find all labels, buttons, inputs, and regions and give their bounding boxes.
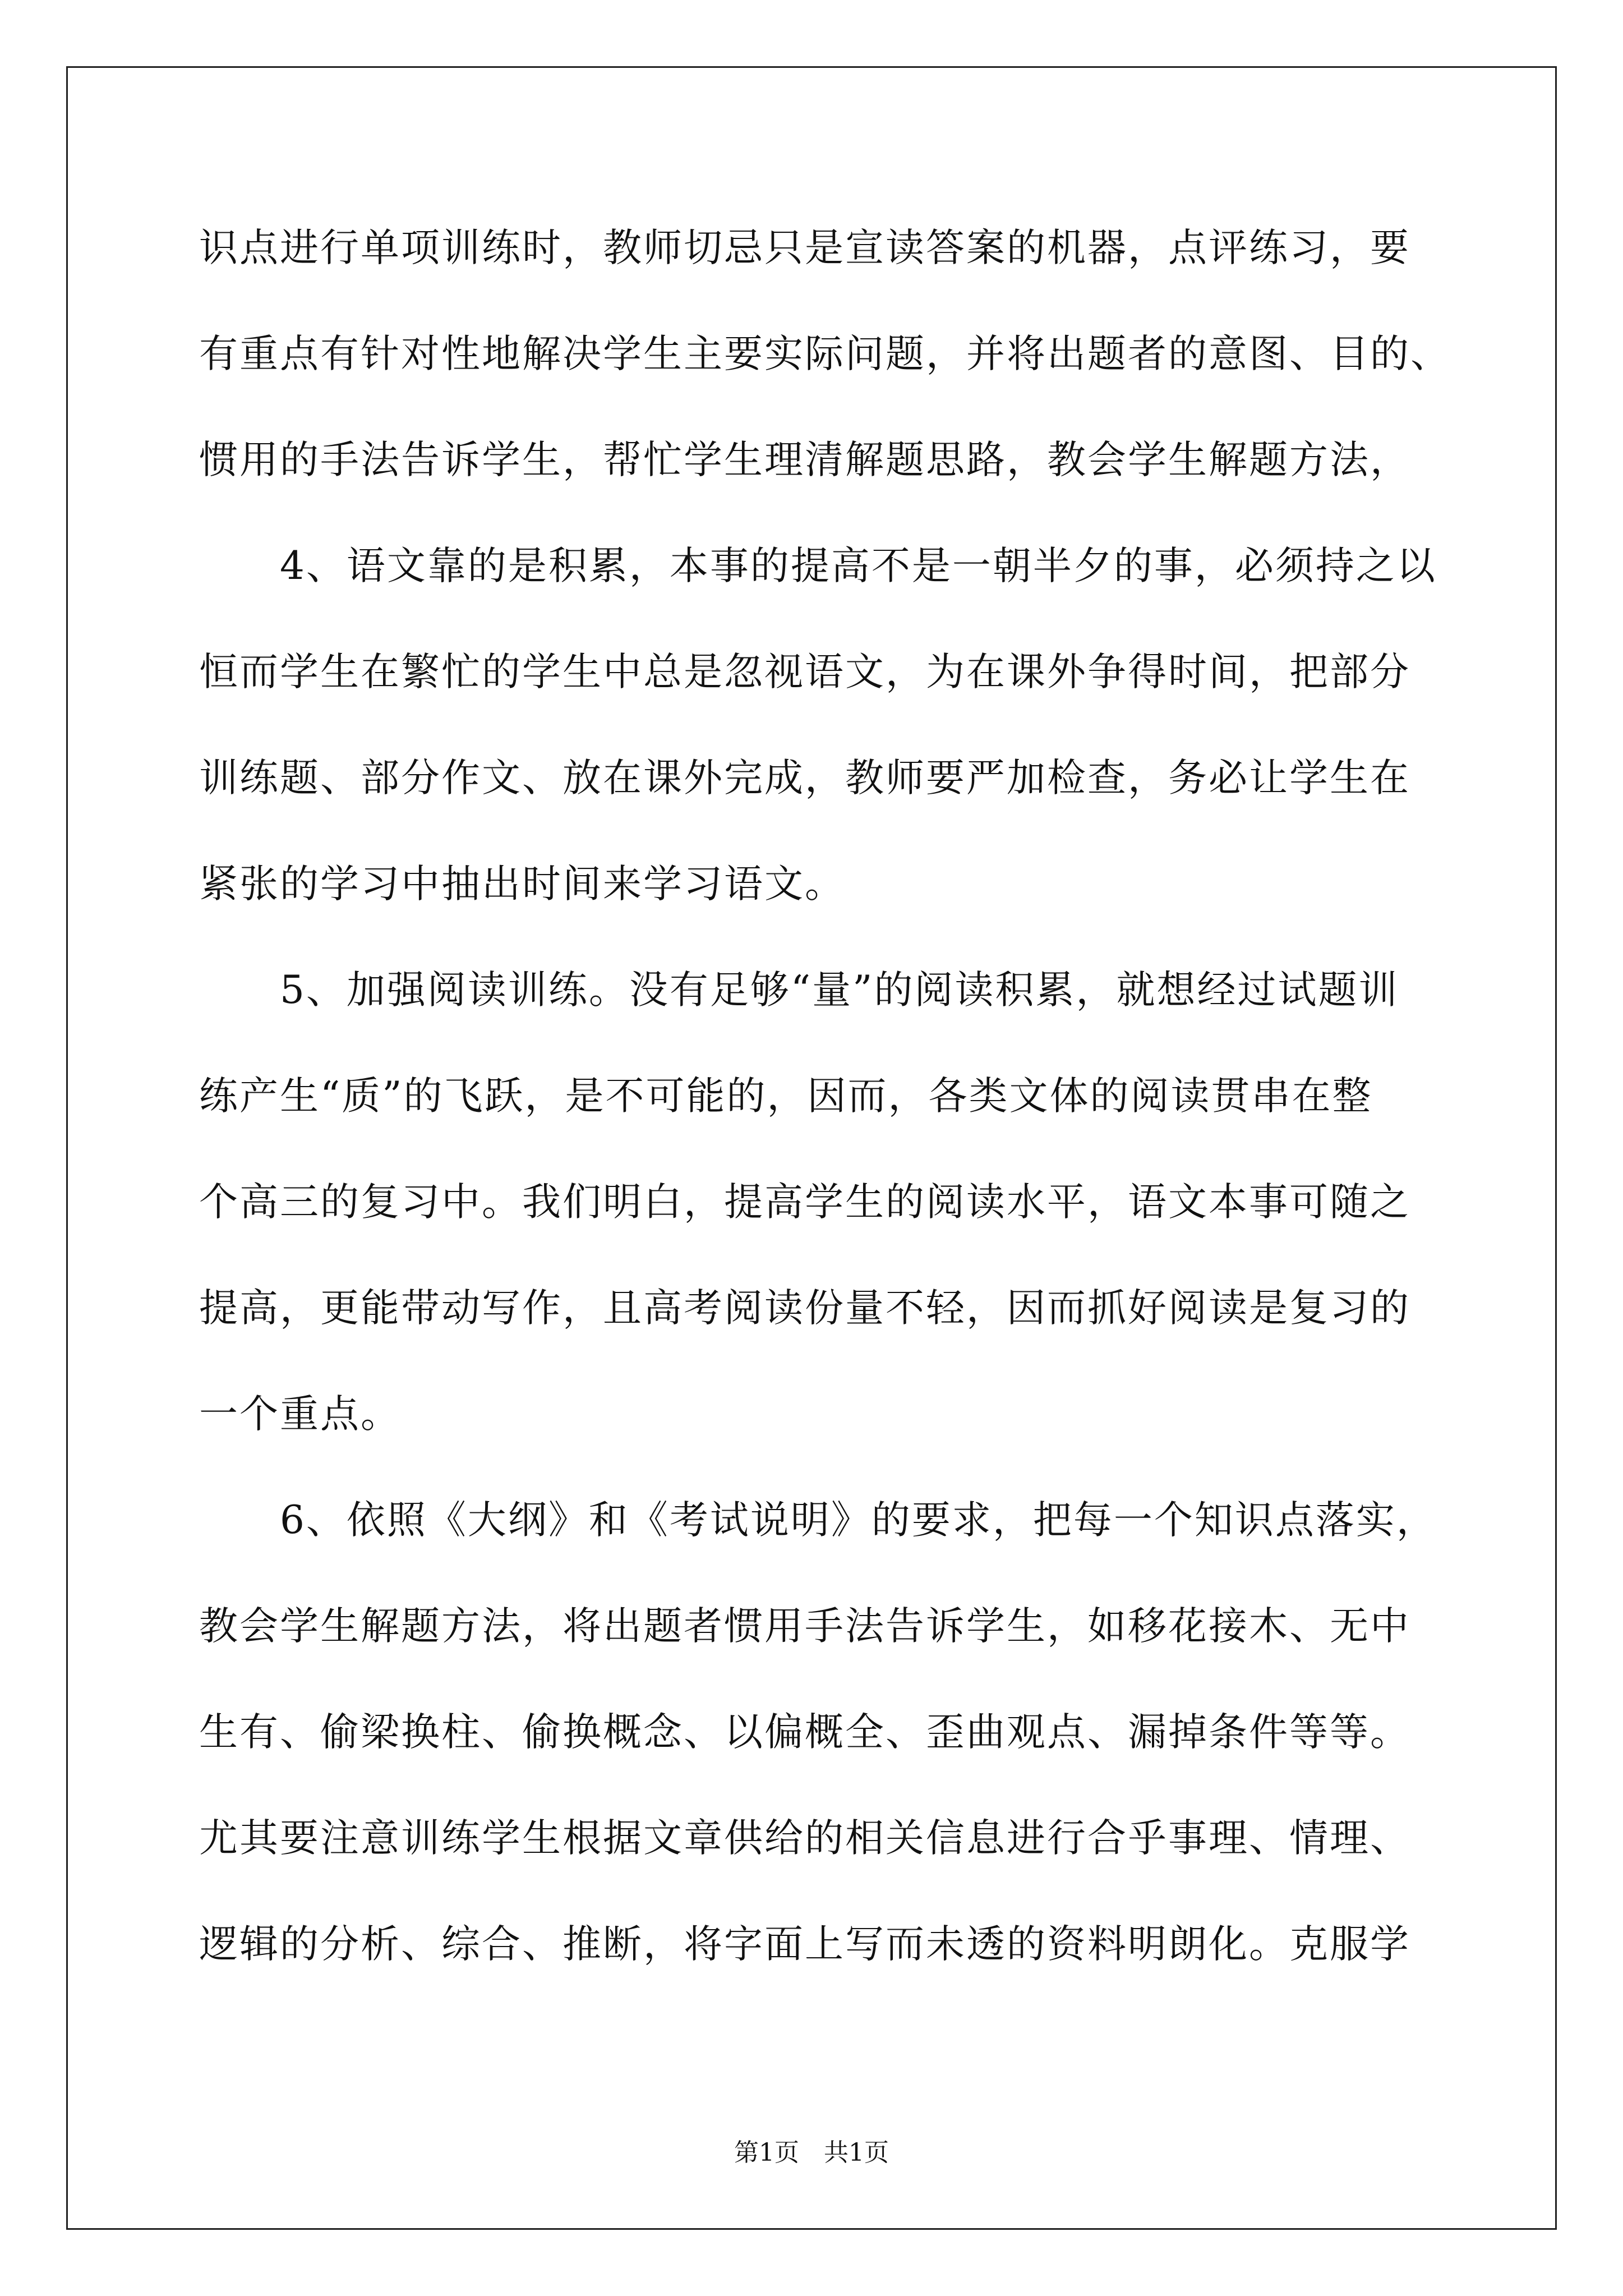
text-line: 教会学生解题方法，将出题者惯用手法告诉学生，如移花接木、无中 [199,1604,1410,1649]
text-line: 训练题、部分作文、放在课外完成，教师要严加检查，务必让学生在 [199,756,1410,800]
text-line: 逻辑的分析、综合、推断，将字面上写而未透的资料明朗化。克服学 [199,1922,1410,1967]
text-line: 识点进行单项训练时，教师切忌只是宣读答案的机器，点评练习，要 [199,226,1410,270]
text-line: 尤其要注意训练学生根据文章供给的相关信息进行合乎事理、情理、 [199,1816,1410,1861]
text-line: 个高三的复习中。我们明白，提高学生的阅读水平，语文本事可随之 [199,1180,1410,1225]
text-line: 有重点有针对性地解决学生主要实际问题，并将出题者的意图、目的、 [199,332,1451,376]
text-line: 紧张的学习中抽出时间来学习语文。 [199,862,845,907]
page-number-footer: 第1页 共1页 [734,2138,889,2167]
text-line: 生有、偷梁换柱、偷换概念、以偏概全、歪曲观点、漏掉条件等等。 [199,1710,1410,1755]
text-line: 恒而学生在繁忙的学生中总是忽视语文，为在课外争得时间，把部分 [199,650,1410,694]
text-line: 4、语文靠的是积累，本事的提高不是一朝半夕的事，必须持之以 [199,544,1437,588]
text-line: 练产生“质”的飞跃，是不可能的，因而，各类文体的阅读贯串在整 [199,1074,1373,1119]
text-line: 6、依照《大纲》和《考试说明》的要求，把每一个知识点落实， [199,1498,1437,1543]
text-line: 惯用的手法告诉学生，帮忙学生理清解题思路，教会学生解题方法， [199,438,1410,482]
text-line: 提高，更能带动写作，且高考阅读份量不轻，因而抓好阅读是复习的 [199,1286,1410,1331]
page-border [66,66,1557,2230]
text-line: 5、加强阅读训练。没有足够“量”的阅读积累，就想经过试题训 [199,968,1399,1013]
text-line: 一个重点。 [199,1392,401,1437]
